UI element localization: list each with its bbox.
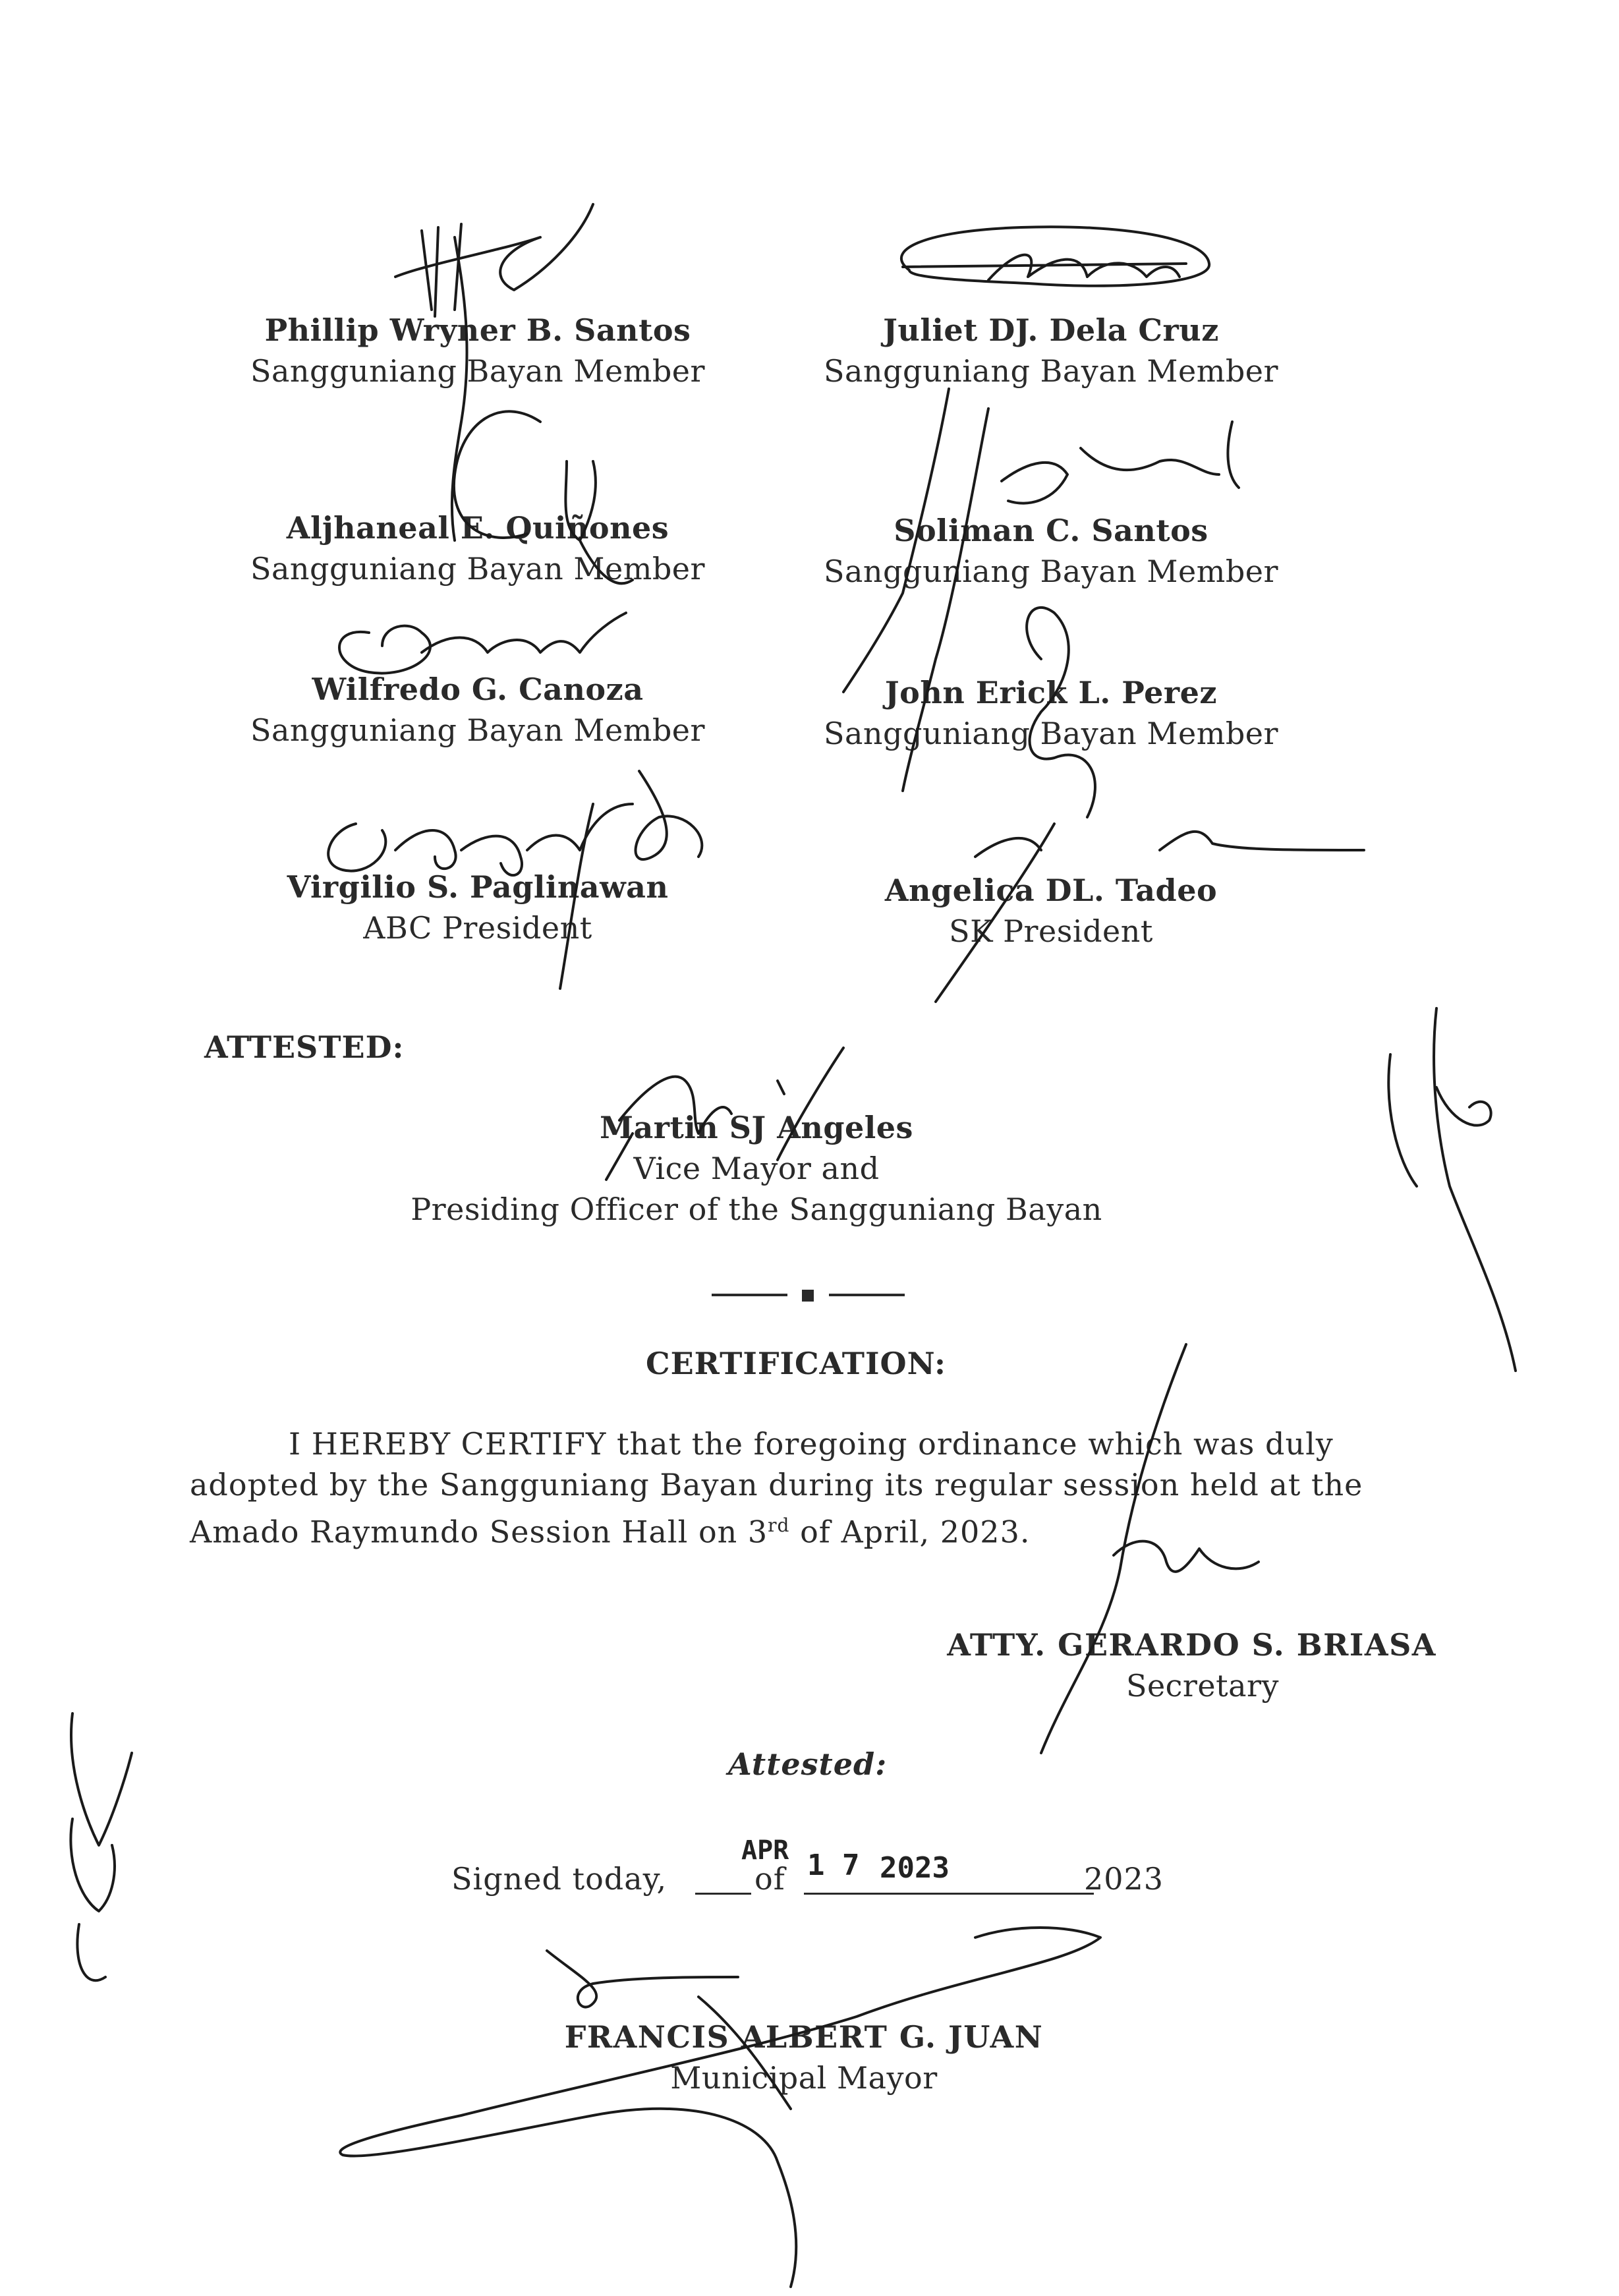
signatory-block	[181, 507, 774, 589]
certification-heading: CERTIFICATION:	[646, 1346, 947, 1381]
signatory-name: Wilfredo G. Canoza	[312, 672, 644, 707]
date-stamp	[741, 1835, 979, 1888]
signatory-title: Sangguniang Bayan Member	[250, 712, 706, 748]
handwritten-signature	[395, 204, 593, 316]
signatory-block	[754, 510, 1348, 592]
vice-mayor-block	[348, 1107, 1165, 1230]
certification-line: I HEREBY CERTIFY that the foregoing ordinance which was duly	[289, 1426, 1334, 1462]
handwritten-signature	[340, 1928, 1100, 2287]
handwritten-signature	[71, 1713, 132, 1980]
signatory-block	[181, 867, 774, 948]
signatory-title: Sangguniang Bayan Member	[823, 554, 1279, 589]
blank-line	[695, 1893, 751, 1895]
handwritten-signature	[1002, 422, 1239, 503]
stamp-day: 1 7	[807, 1849, 860, 1882]
signatory-name: Angelica DL. Tadeo	[884, 873, 1218, 908]
signatory-name: Soliman C. Santos	[894, 513, 1208, 548]
signatory-name: Juliet DJ. Dela Cruz	[883, 312, 1219, 348]
signatory-title: Sangguniang Bayan Member	[823, 716, 1279, 751]
secretary-name: ATTY. GERARDO S. BRIASA	[947, 1627, 1436, 1663]
vice-mayor-name: Martin SJ Angeles	[600, 1110, 913, 1145]
signatory-name: John Erick L. Perez	[884, 675, 1218, 710]
vice-mayor-title: Vice Mayor and	[633, 1151, 880, 1186]
signatory-title: Sangguniang Bayan Member	[250, 353, 706, 389]
signatory-title: SK President	[949, 913, 1153, 949]
mayor-block	[474, 2017, 1133, 2098]
divider-square	[802, 1290, 814, 1302]
attested-italic: Attested:	[728, 1746, 888, 1782]
handwritten-signature	[901, 227, 1209, 286]
handwritten-signature	[328, 804, 633, 875]
section-divider	[712, 1288, 909, 1302]
mayor-title: Municipal Mayor	[670, 2060, 938, 2096]
signatory-block	[181, 669, 774, 751]
certification-paragraph	[190, 1423, 1429, 1552]
divider-line	[829, 1294, 905, 1296]
stamp-year: 2023	[880, 1851, 950, 1885]
signatory-name: Phillip Wryner B. Santos	[264, 312, 691, 348]
blank-line	[804, 1893, 1094, 1895]
handwritten-signature	[903, 255, 1186, 280]
signatory-block	[754, 870, 1348, 952]
secretary-title: Secretary	[1125, 1668, 1280, 1704]
signatory-block	[181, 310, 774, 391]
signatory-block	[754, 310, 1348, 391]
signatory-title: ABC President	[363, 910, 592, 946]
signed-today-label: Signed today,	[451, 1861, 667, 1897]
certification-line: adopted by the Sangguniang Bayan during its regular session held at the	[190, 1467, 1363, 1503]
vice-mayor-title: Presiding Officer of the Sangguniang Bayan	[411, 1191, 1102, 1227]
handwritten-signature	[339, 613, 626, 674]
divider-line	[712, 1294, 787, 1296]
certification-line: Amado Raymundo Session Hall on 3rd of April, 2023.	[190, 1514, 1031, 1550]
signed-year: 2023	[1084, 1861, 1164, 1897]
mayor-name: FRANCIS ALBERT G. JUAN	[564, 2019, 1044, 2055]
stamp-month: APR	[741, 1835, 789, 1866]
signatory-name: Aljhaneal E. Quiñones	[286, 510, 669, 546]
signatory-title: Sangguniang Bayan Member	[250, 551, 706, 587]
signatory-name: Virgilio S. Paglinawan	[287, 869, 669, 905]
attested-label: ATTESTED:	[204, 1029, 405, 1065]
signatory-block	[754, 672, 1348, 754]
signatory-title: Sangguniang Bayan Member	[823, 353, 1279, 389]
secretary-block	[890, 1624, 1436, 1706]
signed-of-label: of	[754, 1861, 785, 1897]
handwritten-signature	[1388, 1008, 1516, 1371]
